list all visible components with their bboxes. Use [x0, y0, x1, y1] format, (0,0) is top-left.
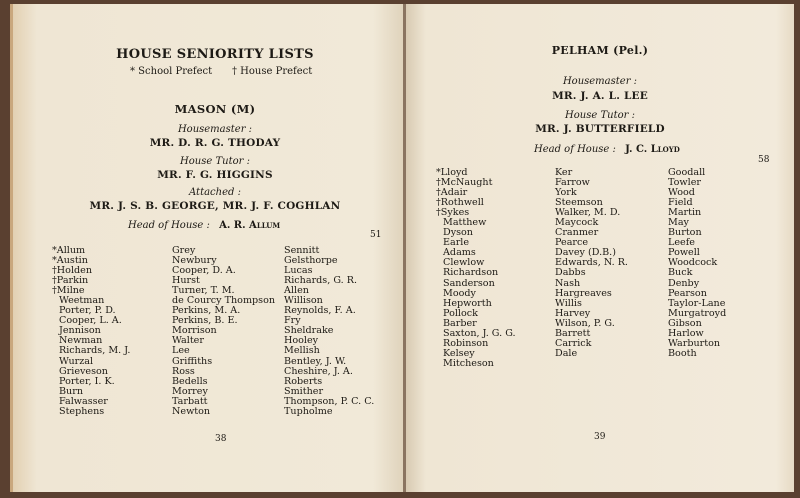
- pupil-name: Barrett: [555, 327, 591, 339]
- pupil-name: Roberts: [284, 375, 323, 387]
- pupil-name: Sennitt: [284, 245, 320, 256]
- page-title: HOUSE SENIORITY LISTS: [116, 47, 314, 62]
- pupil-name: †Holden: [52, 265, 93, 277]
- pupil-name: Gibson: [668, 317, 702, 329]
- house-tutor-label: House Tutor :: [565, 110, 635, 121]
- pupil-name: Earle: [443, 237, 470, 249]
- margin-number: 51: [370, 230, 382, 240]
- pupil-name: Burn: [59, 385, 83, 397]
- pupil-name: Richards, G. R.: [284, 275, 358, 287]
- pupil-name: Matthew: [443, 217, 487, 229]
- pupil-name: Pollock: [443, 307, 478, 319]
- pupil-name: Moody: [443, 287, 476, 299]
- pupil-name: Maycock: [555, 217, 599, 229]
- pupil-name: Ker: [555, 167, 573, 178]
- pupil-name: Turner, T. M.: [172, 285, 235, 297]
- pupil-name: Farrow: [555, 177, 590, 189]
- pupil-name: Hepworth: [443, 297, 492, 309]
- key-house-prefect: † House Prefect: [232, 66, 313, 77]
- pupil-name: Clewlow: [443, 257, 485, 269]
- pupil-name: Walter: [172, 335, 204, 347]
- pupil-name: Morrey: [172, 385, 208, 397]
- pupil-name: Newbury: [172, 255, 217, 267]
- pupil-name: Harlow: [668, 327, 704, 339]
- pupil-name: Wood: [668, 187, 695, 199]
- pupil-name: Richards, M. J.: [59, 345, 131, 357]
- pupil-name: Sheldrake: [284, 325, 334, 337]
- pupil-name: Wurzal: [59, 355, 94, 367]
- pupil-name: Willis: [555, 297, 582, 309]
- pupil-name: May: [668, 217, 689, 229]
- pupil-name: Buck: [668, 267, 693, 279]
- pupil-name: Barber: [443, 317, 477, 329]
- pupil-name: Harvey: [555, 307, 591, 319]
- pupil-name: *Allum: [52, 245, 86, 256]
- pupil-name: Adams: [443, 247, 476, 259]
- pupil-name: Murgatroyd: [668, 307, 727, 319]
- pupil-name: Cranmer: [555, 227, 599, 239]
- pupil-name: Tupholme: [284, 405, 333, 417]
- pupil-name: Wilson, P. G.: [555, 317, 615, 329]
- pupil-name: Dyson: [443, 227, 473, 239]
- pupil-name: Hooley: [284, 335, 319, 347]
- pupil-name: Woodcock: [668, 257, 718, 269]
- pupil-name: Richardson: [443, 267, 499, 279]
- head-of-house-name: A. R. Allum: [219, 220, 281, 231]
- pupil-name: †Milne: [52, 285, 85, 297]
- attached-names: MR. J. S. B. GEORGE, MR. J. F. COGHLAN: [89, 200, 341, 212]
- pupil-name: Carrick: [555, 337, 592, 349]
- pupil-name: Willison: [284, 295, 323, 307]
- name-column-3: [284, 246, 374, 417]
- pupil-name: Bentley, J. W.: [284, 355, 347, 367]
- pupil-name: Ross: [172, 365, 195, 377]
- house-name: PELHAM (Pel.): [551, 44, 649, 57]
- house-name: MASON (M): [174, 102, 256, 116]
- pupil-name: Martin: [668, 207, 702, 219]
- pupil-name: Davey (D.B.): [555, 247, 616, 259]
- pupil-name: Stephens: [59, 405, 105, 417]
- page-number: 39: [594, 432, 606, 442]
- pupil-name: Reynolds, F. A.: [284, 305, 356, 317]
- pupil-name: †Sykes: [436, 207, 470, 219]
- pupil-name: Gelsthorpe: [284, 255, 338, 267]
- house-tutor-label: House Tutor :: [180, 156, 250, 167]
- pupil-name: Cooper, L. A.: [59, 315, 122, 327]
- pupil-name: Sanderson: [443, 277, 495, 289]
- pupil-name: Morrison: [172, 325, 217, 337]
- pupil-name: Leefe: [668, 237, 695, 249]
- name-column-3: [668, 168, 726, 359]
- pupil-name: Mitcheson: [443, 357, 494, 369]
- pupil-name: Grieveson: [59, 365, 108, 377]
- pupil-name: Dale: [555, 347, 578, 359]
- pupil-name: †McNaught: [436, 177, 493, 189]
- pupil-name: Allen: [284, 285, 309, 297]
- pupil-name: de Courcy Thompson: [172, 295, 276, 307]
- pupil-name: Towler: [668, 177, 701, 189]
- pupil-name: Falwasser: [59, 395, 108, 407]
- head-of-house-label: Head of House :: [128, 220, 210, 231]
- house-tutor-name: MR. J. BUTTERFIELD: [535, 123, 665, 135]
- pupil-name: *Austin: [52, 255, 88, 267]
- pupil-name: Mellish: [284, 345, 320, 357]
- pupil-name: Jennison: [59, 325, 101, 337]
- house-tutor-name: MR. F. G. HIGGINS: [157, 169, 273, 181]
- pupil-name: Robinson: [443, 337, 489, 349]
- pupil-name: Newton: [172, 405, 211, 417]
- pupil-name: Field: [668, 197, 693, 209]
- pupil-name: York: [555, 187, 577, 199]
- pupil-name: Kelsey: [443, 347, 475, 359]
- pupil-name: Saxton, J. G. G.: [443, 327, 516, 339]
- pupil-name: †Adair: [436, 187, 468, 199]
- pupil-name: Weetman: [59, 295, 105, 307]
- pupil-name: Booth: [668, 347, 697, 359]
- pupil-name: †Parkin: [52, 275, 89, 287]
- pupil-name: Lee: [172, 345, 190, 357]
- attached-label: Attached :: [189, 187, 241, 198]
- pupil-name: Griffiths: [172, 355, 213, 367]
- pupil-name: Taylor-Lane: [668, 297, 726, 309]
- housemaster-label: Housemaster :: [562, 76, 638, 87]
- pupil-name: Pearson: [668, 287, 707, 299]
- pupil-name: Denby: [668, 277, 700, 289]
- name-column-2: [555, 168, 628, 359]
- name-column-1: [436, 168, 516, 369]
- pupil-name: Powell: [668, 247, 700, 259]
- head-of-house-name: J. C. Lloyd: [625, 144, 680, 155]
- pupil-name: Dabbs: [555, 267, 586, 279]
- page-number: 38: [215, 434, 227, 444]
- pupil-name: Edwards, N. R.: [555, 257, 628, 269]
- pupil-name: Cooper, D. A.: [172, 265, 236, 277]
- pupil-name: Perkins, M. A.: [172, 305, 241, 317]
- head-of-house: [534, 144, 680, 155]
- pupil-name: *Lloyd: [436, 167, 468, 178]
- pupil-name: Tarbatt: [172, 395, 208, 407]
- margin-number: 58: [758, 155, 770, 165]
- pupil-name: Thompson, P. C. C.: [284, 395, 375, 407]
- pupil-name: Walker, M. D.: [555, 207, 621, 219]
- pupil-name: Warburton: [668, 337, 721, 349]
- pupil-name: Cheshire, J. A.: [284, 365, 353, 377]
- pupil-name: Porter, I. K.: [59, 375, 115, 387]
- pupil-name: Fry: [284, 315, 301, 327]
- name-column-2: [172, 246, 275, 417]
- pupil-name: Perkins, B. E.: [172, 315, 238, 327]
- pupil-name: Nash: [555, 277, 581, 289]
- head-of-house-label: Head of House :: [534, 144, 616, 155]
- head-of-house: [128, 220, 280, 231]
- key-school-prefect: * School Prefect: [130, 66, 213, 77]
- pupil-name: Pearce: [555, 237, 589, 249]
- pupil-name: Porter, P. D.: [59, 305, 116, 317]
- pupil-name: Hurst: [172, 275, 200, 287]
- name-column-1: [52, 246, 130, 417]
- pupil-name: Goodall: [668, 167, 706, 178]
- pupil-name: Newman: [59, 335, 103, 347]
- pupil-name: Steemson: [555, 197, 603, 209]
- housemaster-label: Housemaster :: [177, 124, 253, 135]
- pupil-name: Grey: [172, 245, 196, 256]
- pupil-name: Smither: [284, 385, 324, 397]
- pupil-name: Lucas: [284, 265, 313, 277]
- pupil-name: Burton: [668, 227, 702, 239]
- pupil-name: †Rothwell: [436, 197, 484, 209]
- pupil-name: Bedells: [172, 375, 208, 387]
- housemaster-name: MR. D. R. G. THODAY: [149, 137, 281, 149]
- pupil-name: Hargreaves: [555, 287, 612, 299]
- housemaster-name: MR. J. A. L. LEE: [552, 90, 648, 102]
